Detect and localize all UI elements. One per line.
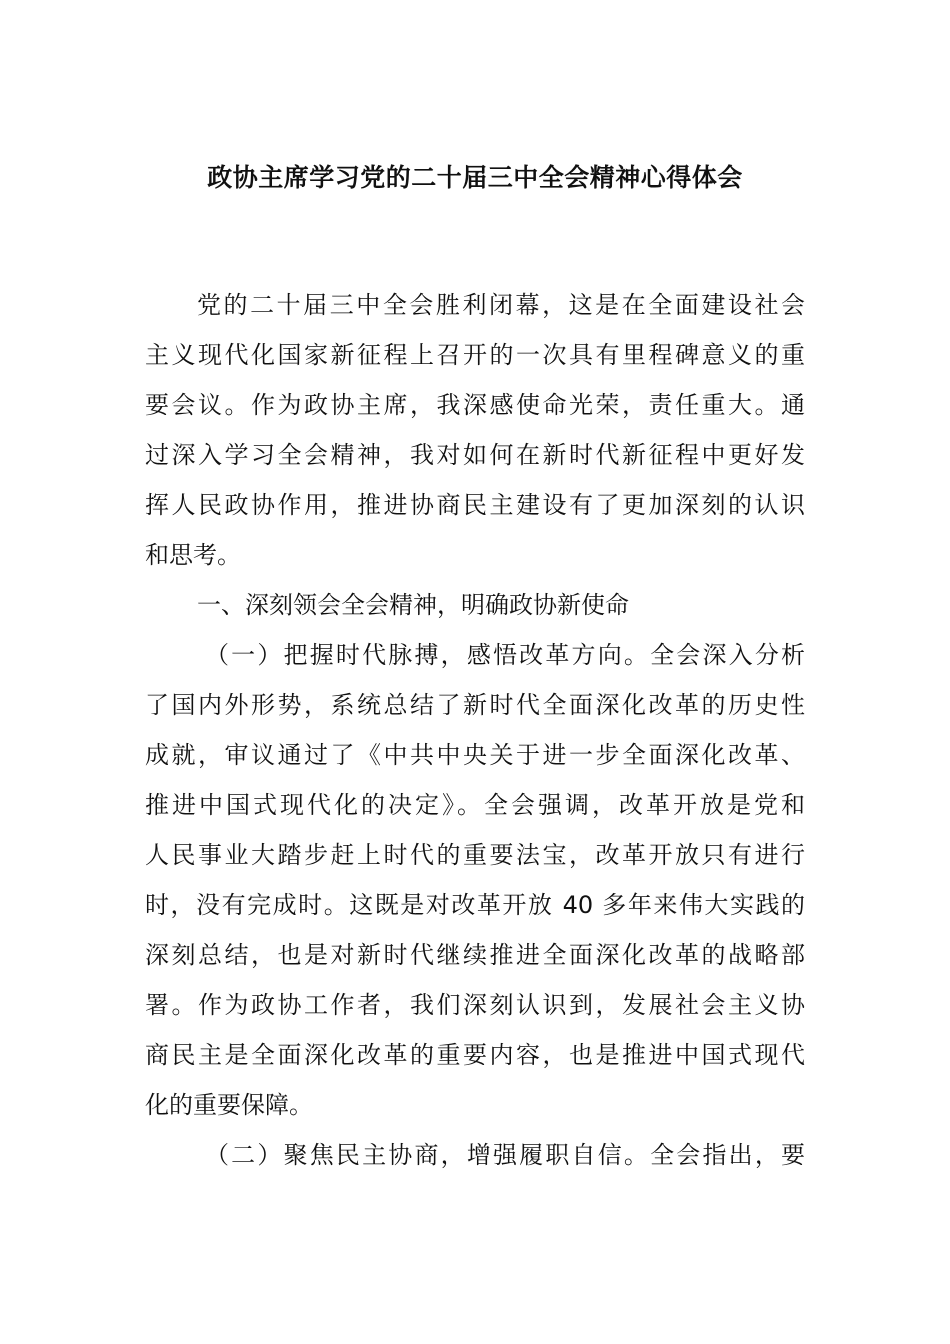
paragraph-line: 党的二十届三中全会胜利闭幕，这是在全面建设社会 (197, 291, 805, 319)
paragraph-line: 商民主是全面深化改革的重要内容，也是推进中国式现代 (145, 1041, 805, 1069)
paragraph-line: 挥人民政协作用，推进协商民主建设有了更加深刻的认识 (145, 491, 805, 519)
paragraph-line: 要会议。作为政协主席，我深感使命光荣，责任重大。通 (145, 391, 805, 419)
paragraph-line: 过深入学习全会精神，我对如何在新时代新征程中更好发 (145, 441, 805, 469)
paragraph-line: 人民事业大踏步赶上时代的重要法宝，改革开放只有进行 (145, 841, 805, 869)
section-heading: 一、深刻领会全会精神，明确政协新使命 (197, 591, 629, 619)
paragraph-line: 时，没有完成时。这既是对改革开放 40 多年来伟大实践的 (145, 891, 805, 919)
paragraph-line: 和思考。 (145, 541, 241, 569)
document-body (145, 280, 805, 1180)
paragraph-line: 化的重要保障。 (145, 1091, 313, 1119)
paragraph-line: 署。作为政协工作者，我们深刻认识到，发展社会主义协 (145, 991, 805, 1019)
document-title: 政协主席学习党的二十届三中全会精神心得体会 (207, 163, 743, 192)
subsection-line: （一）把握时代脉搏，感悟改革方向。全会深入分析 (205, 641, 805, 669)
subsection-line: （二）聚焦民主协商，增强履职自信。全会指出，要 (205, 1141, 805, 1169)
paragraph-line: 深刻总结，也是对新时代继续推进全面深化改革的战略部 (145, 941, 805, 969)
paragraph-line: 了国内外形势，系统总结了新时代全面深化改革的历史性 (145, 691, 805, 719)
paragraph-line: 主义现代化国家新征程上召开的一次具有里程碑意义的重 (145, 341, 805, 369)
paragraph-line: 成就，审议通过了《中共中央关于进一步全面深化改革、 (145, 741, 805, 769)
paragraph-line: 推进中国式现代化的决定》。全会强调，改革开放是党和 (145, 791, 805, 819)
